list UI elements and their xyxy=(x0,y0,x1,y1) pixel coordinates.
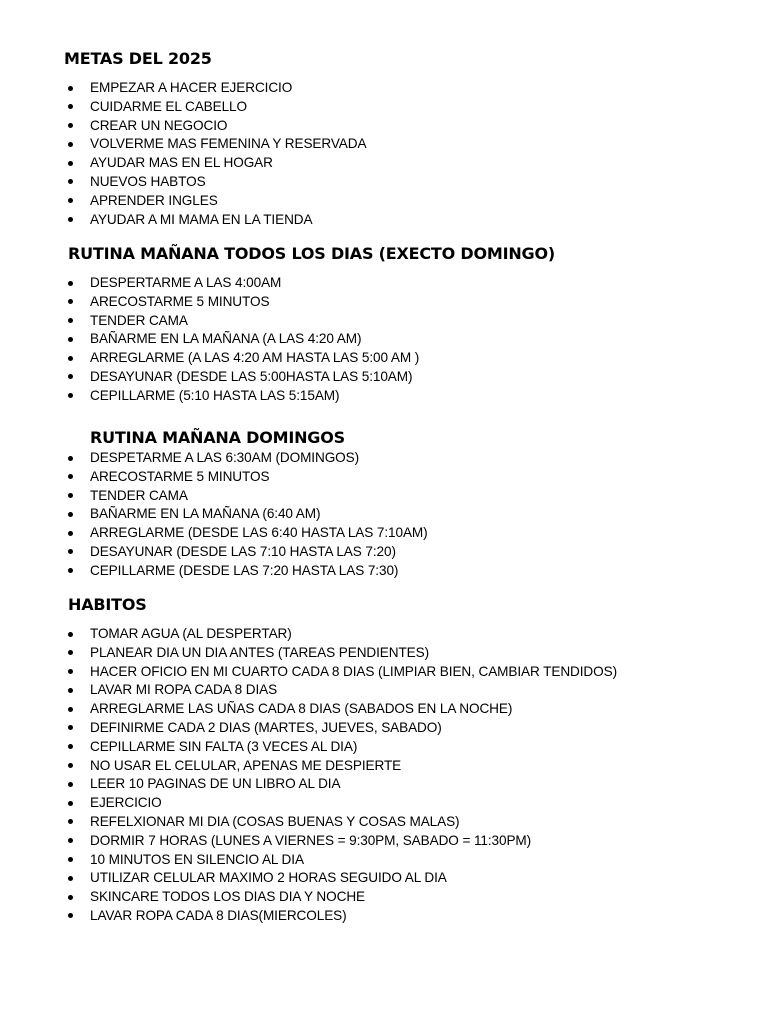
list-item xyxy=(0,468,768,487)
bullet-icon xyxy=(68,725,73,730)
bullet-icon xyxy=(68,568,73,573)
list-item-text: UTILIZAR CELULAR MAXIMO 2 HORAS SEGUIDO AL DIA xyxy=(90,870,447,886)
bullet-icon xyxy=(68,512,73,517)
list-item xyxy=(0,719,768,738)
list-item-text: BAÑARME EN LA MAÑANA (6:40 AM) xyxy=(90,506,321,522)
list-item xyxy=(0,312,768,331)
bullet-icon xyxy=(68,474,73,479)
list-item xyxy=(0,681,768,700)
list-item-text: REFELXIONAR MI DIA (COSAS BUENAS Y COSAS MALAS) xyxy=(90,813,460,829)
list-item xyxy=(0,757,768,776)
list-item-text: NUEVOS HABTOS xyxy=(90,173,206,189)
bullet-icon xyxy=(68,669,73,674)
bullet-icon xyxy=(68,217,73,222)
list-item xyxy=(0,524,768,543)
list-item-text: AYUDAR A MI MAMA EN LA TIENDA xyxy=(90,211,313,227)
list-item-text: EJERCICIO xyxy=(90,795,162,811)
list-item-text: DESAYUNAR (DESDE LAS 7:10 HASTA LAS 7:20) xyxy=(90,543,396,559)
list-item xyxy=(0,173,768,192)
list-item-text: ARECOSTARME 5 MINUTOS xyxy=(90,293,270,309)
bullet-icon xyxy=(68,895,73,900)
list-item-text: CEPILLARME (5:10 HASTA LAS 5:15AM) xyxy=(90,387,340,403)
bullet-icon xyxy=(68,782,73,787)
bullet-icon xyxy=(68,549,73,554)
section-rutina-diaria xyxy=(0,244,768,406)
list-item xyxy=(0,293,768,312)
bullet-icon xyxy=(68,198,73,203)
list-item xyxy=(0,211,768,230)
list-item xyxy=(0,117,768,136)
bullet-icon xyxy=(68,281,73,286)
section-heading: RUTINA MAÑANA TODOS LOS DIAS (EXECTO DOMINGO) xyxy=(68,244,556,263)
list-item-text: DESPETARME A LAS 6:30AM (DOMINGOS) xyxy=(90,450,360,465)
list-item-text: TENDER CAMA xyxy=(90,487,188,503)
bullet-list xyxy=(0,625,768,926)
list-item-text: DESAYUNAR (DESDE LAS 5:00HASTA LAS 5:10AM) xyxy=(90,368,413,384)
list-item xyxy=(0,794,768,813)
list-item-text: NO USAR EL CELULAR, APENAS ME DESPIERTE xyxy=(90,757,402,773)
bullet-icon xyxy=(68,876,73,881)
list-item xyxy=(0,832,768,851)
list-item xyxy=(0,449,768,468)
section-metas xyxy=(0,49,768,229)
list-item-text: ARREGLARME LAS UÑAS CADA 8 DIAS (SABADOS EN LA NOCHE) xyxy=(90,701,513,717)
bullet-icon xyxy=(68,142,73,147)
section-habitos xyxy=(0,595,768,926)
bullet-icon xyxy=(68,318,73,323)
bullet-icon xyxy=(68,632,73,637)
list-item-text: LAVAR MI ROPA CADA 8 DIAS xyxy=(90,682,278,698)
bullet-icon xyxy=(68,857,73,862)
bullet-icon xyxy=(68,688,73,693)
bullet-icon xyxy=(68,456,73,461)
list-item xyxy=(0,330,768,349)
bullet-list xyxy=(0,449,768,581)
bullet-icon xyxy=(68,913,73,918)
list-item-text: LAVAR ROPA CADA 8 DIAS(MIERCOLES) xyxy=(90,907,347,923)
list-item-text: EMPEZAR A HACER EJERCICIO xyxy=(90,80,293,95)
section-heading: HABITOS xyxy=(68,595,147,614)
list-item-text: SKINCARE TODOS LOS DIAS DIA Y NOCHE xyxy=(90,889,366,905)
list-item xyxy=(0,192,768,211)
bullet-icon xyxy=(68,744,73,749)
bullet-icon xyxy=(68,531,73,536)
list-item xyxy=(0,644,768,663)
bullet-list xyxy=(0,274,768,406)
list-item xyxy=(0,487,768,506)
bullet-icon xyxy=(68,86,73,91)
bullet-icon xyxy=(68,819,73,824)
bullet-icon xyxy=(68,838,73,843)
list-item xyxy=(0,775,768,794)
list-item-text: HACER OFICIO EN MI CUARTO CADA 8 DIAS (LIMPIAR BIEN, CAMBIAR TENDIDOS) xyxy=(90,663,618,679)
list-item-text: BAÑARME EN LA MAÑANA (A LAS 4:20 AM) xyxy=(90,331,362,347)
section-heading: RUTINA MAÑANA DOMINGOS xyxy=(90,428,345,447)
list-item-text: 10 MINUTOS EN SILENCIO AL DIA xyxy=(90,851,304,867)
bullet-icon xyxy=(68,801,73,806)
section-heading: METAS DEL 2025 xyxy=(64,49,212,68)
list-item-text: ARREGLARME (DESDE LAS 6:40 HASTA LAS 7:10AM) xyxy=(90,525,428,541)
list-item xyxy=(0,274,768,293)
bullet-icon xyxy=(68,179,73,184)
list-item xyxy=(0,888,768,907)
list-item-text: DEFINIRME CADA 2 DIAS (MARTES, JUEVES, SABADO) xyxy=(90,719,442,735)
list-item-text: CUIDARME EL CABELLO xyxy=(90,98,247,114)
list-item-text: ARECOSTARME 5 MINUTOS xyxy=(90,468,270,484)
list-item-text: TOMAR AGUA (AL DESPERTAR) xyxy=(90,626,292,641)
list-item xyxy=(0,907,768,926)
list-item-text: DORMIR 7 HORAS (LUNES A VIERNES = 9:30PM, SABADO = 11:30PM) xyxy=(90,832,532,848)
list-item xyxy=(0,813,768,832)
bullet-icon xyxy=(68,763,73,768)
list-item-text: ARREGLARME (A LAS 4:20 AM HASTA LAS 5:00 AM ) xyxy=(90,350,420,366)
bullet-icon xyxy=(68,104,73,109)
list-item xyxy=(0,543,768,562)
list-item xyxy=(0,505,768,524)
list-item-text: CREAR UN NEGOCIO xyxy=(90,117,228,133)
bullet-icon xyxy=(68,337,73,342)
bullet-icon xyxy=(68,356,73,361)
list-item-text: DESPERTARME A LAS 4:00AM xyxy=(90,275,282,290)
list-item xyxy=(0,135,768,154)
bullet-icon xyxy=(68,393,73,398)
section-rutina-domingos xyxy=(0,428,768,581)
list-item-text: LEER 10 PAGINAS DE UN LIBRO AL DIA xyxy=(90,776,341,792)
list-item-text: CEPILLARME (DESDE LAS 7:20 HASTA LAS 7:30) xyxy=(90,562,399,578)
bullet-icon xyxy=(68,123,73,128)
list-item-text: CEPILLARME SIN FALTA (3 VECES AL DIA) xyxy=(90,738,358,754)
list-item xyxy=(0,625,768,644)
list-item xyxy=(0,851,768,870)
list-item xyxy=(0,349,768,368)
list-item xyxy=(0,562,768,581)
list-item xyxy=(0,154,768,173)
bullet-icon xyxy=(68,161,73,166)
bullet-icon xyxy=(68,299,73,304)
list-item xyxy=(0,79,768,98)
list-item xyxy=(0,869,768,888)
bullet-icon xyxy=(68,707,73,712)
list-item xyxy=(0,700,768,719)
bullet-icon xyxy=(68,374,73,379)
list-item xyxy=(0,98,768,117)
bullet-icon xyxy=(68,650,73,655)
list-item xyxy=(0,368,768,387)
bullet-icon xyxy=(68,493,73,498)
list-item-text: PLANEAR DIA UN DIA ANTES (TAREAS PENDIENTES) xyxy=(90,644,430,660)
list-item-text: VOLVERME MAS FEMENINA Y RESERVADA xyxy=(90,136,367,152)
list-item xyxy=(0,387,768,406)
list-item-text: TENDER CAMA xyxy=(90,312,188,328)
bullet-list xyxy=(0,79,768,229)
list-item-text: AYUDAR MAS EN EL HOGAR xyxy=(90,155,273,171)
list-item-text: APRENDER INGLES xyxy=(90,192,218,208)
list-item xyxy=(0,663,768,682)
list-item xyxy=(0,738,768,757)
